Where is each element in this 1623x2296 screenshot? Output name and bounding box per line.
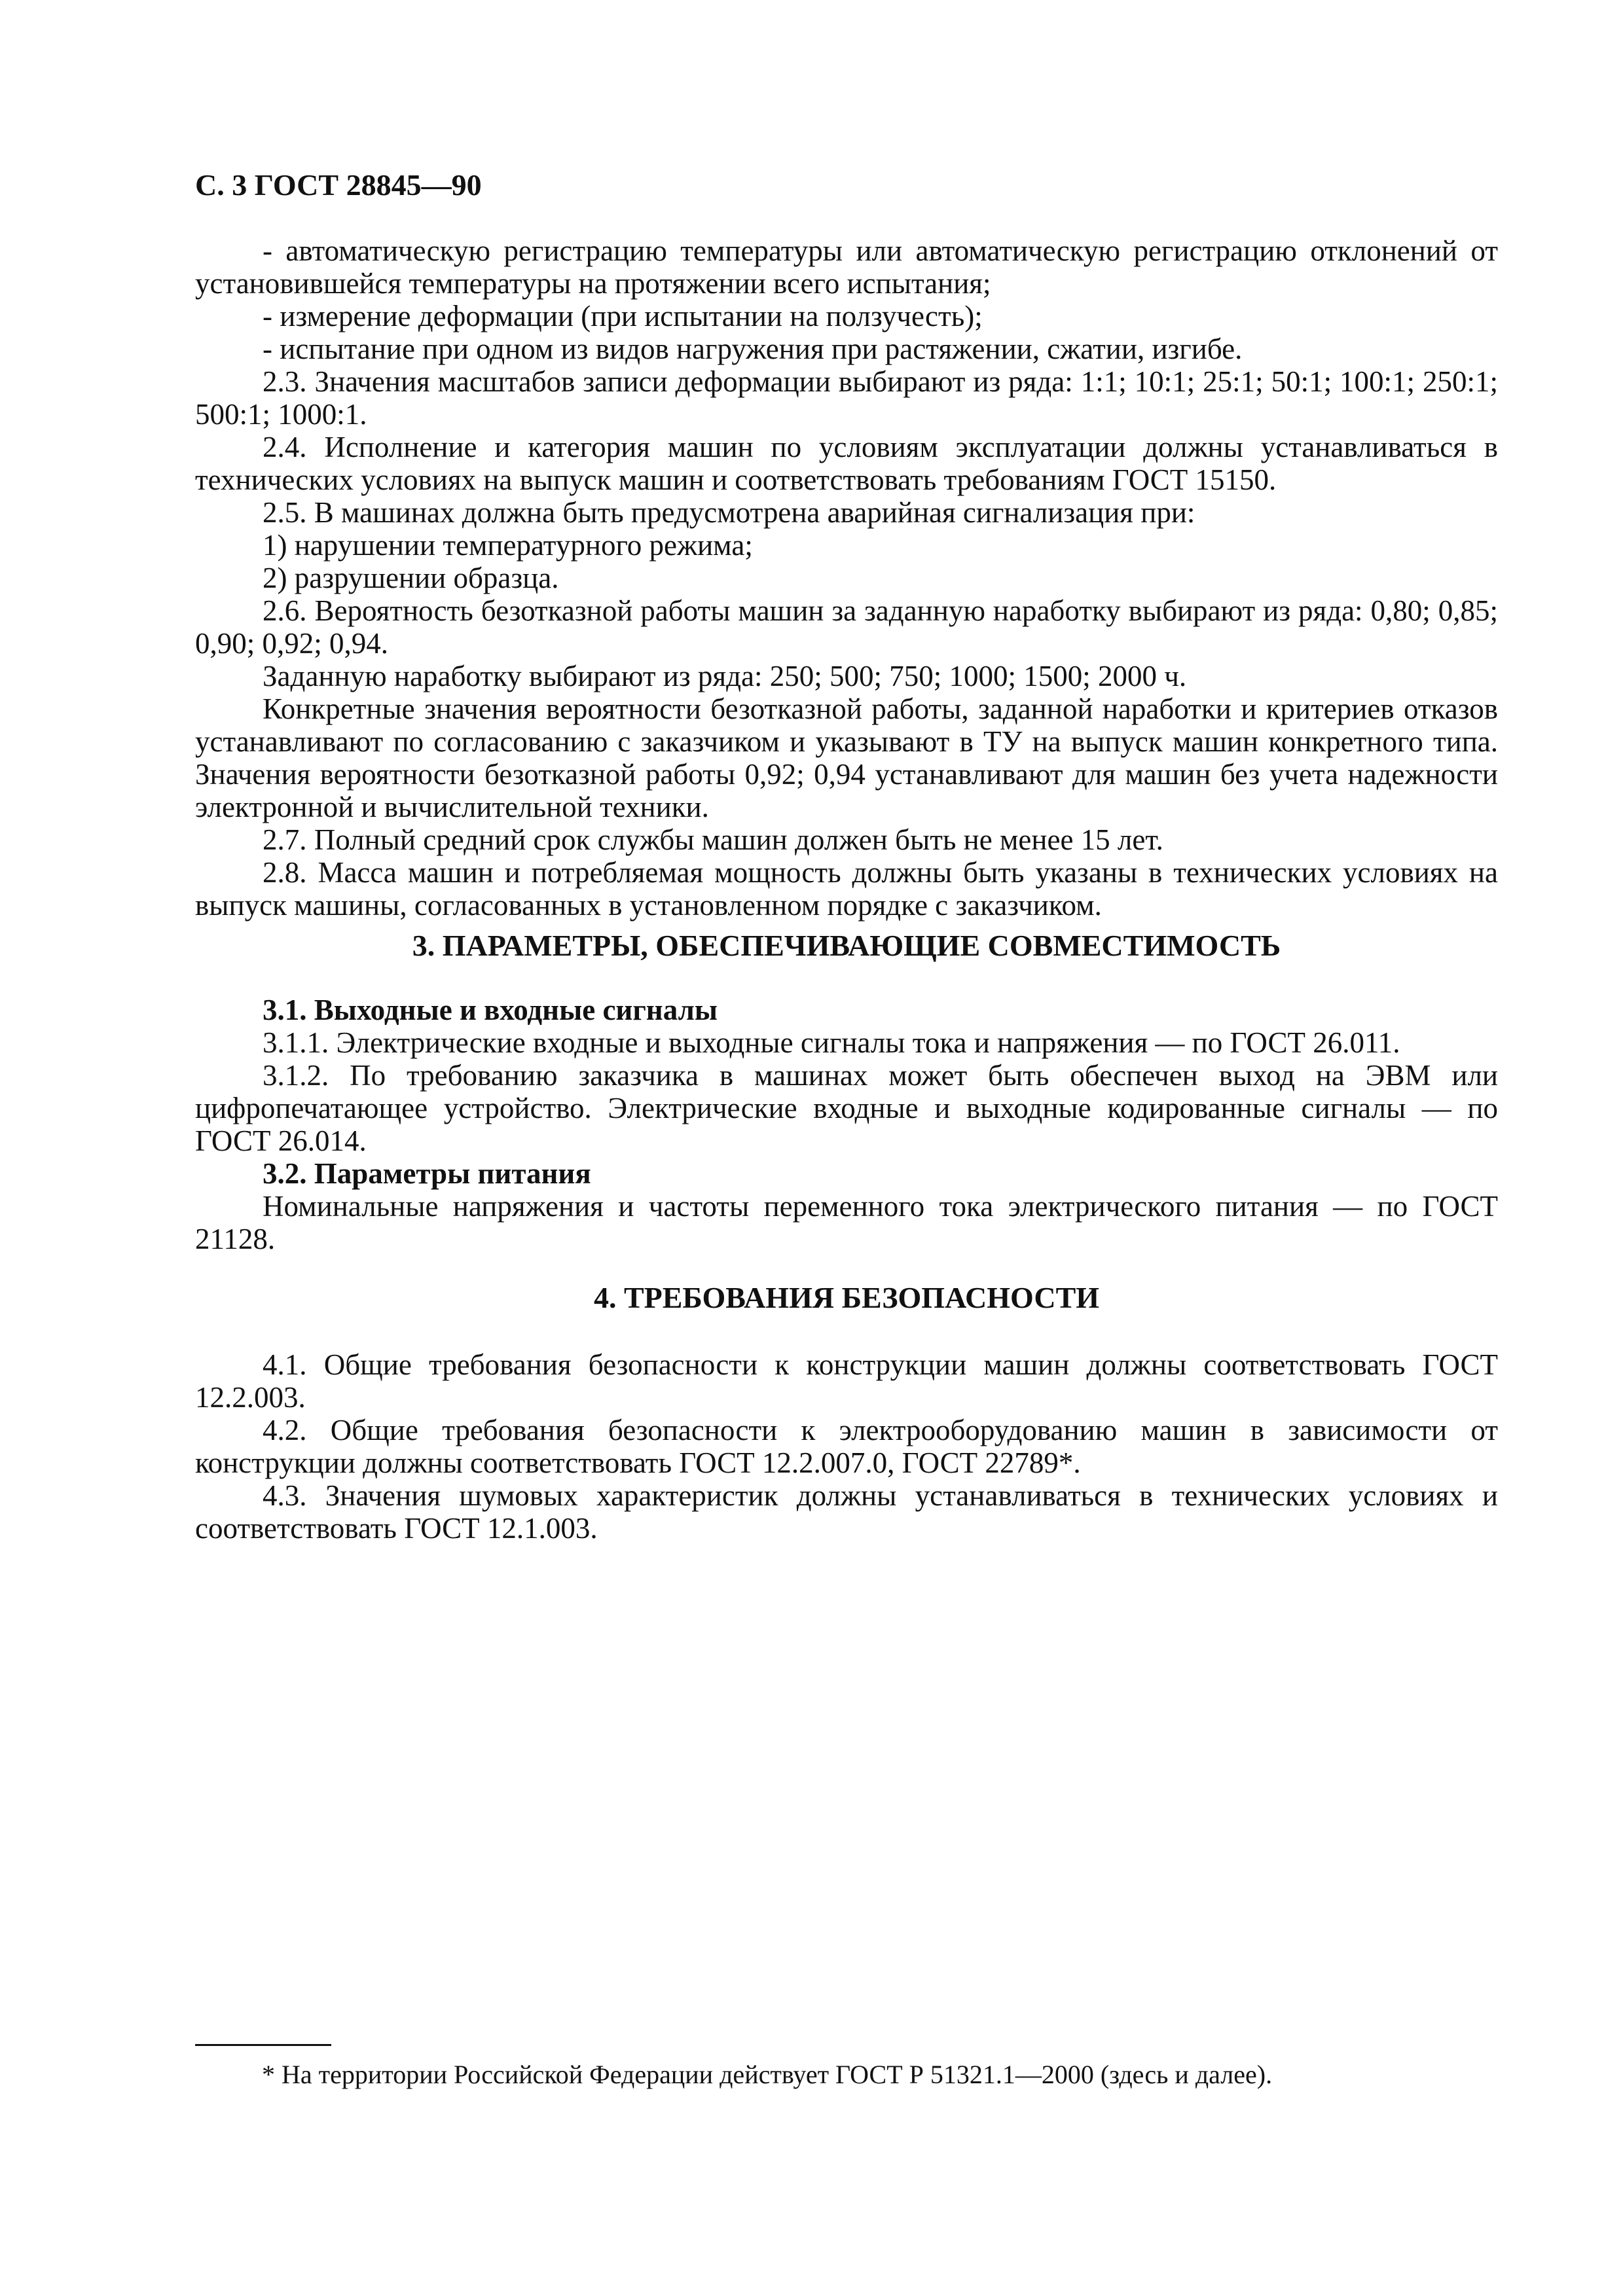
page-header: С. 3 ГОСТ 28845—90 xyxy=(195,168,482,202)
paragraph-2-3: 2.3. Значения масштабов записи деформации выбирают из ряда: 1:1; 10:1; 25:1; 50:1; 100:1; 250:1; 500:1; 1000:1. xyxy=(195,365,1498,431)
footnote: * На территории Российской Федерации действует ГОСТ Р 51321.1—2000 (здесь и далее). xyxy=(262,2060,1273,2089)
section-4-title: 4. ТРЕБОВАНИЯ БЕЗОПАСНОСТИ xyxy=(593,1281,1100,1314)
paragraph: - измерение деформации (при испытании на ползучесть); xyxy=(263,300,983,332)
paragraph: Конкретные значения вероятности безотказной работы, заданной наработки и критериев отказов устанавливают по согласованию с заказчиком и указывают в ТУ на выпуск машин конкретного типа. Значения вероятности безотказной работы 0,92; 0,94 устанавливают для машин без учета надежности электронной и вычислительной техники. xyxy=(195,692,1498,823)
paragraph: Заданную наработку выбирают из ряда: 250; 500; 750; 1000; 1500; 2000 ч. xyxy=(263,660,1187,692)
section-3-title: 3. ПАРАМЕТРЫ, ОБЕСПЕЧИВАЮЩИЕ СОВМЕСТИМОСТЬ xyxy=(412,929,1281,962)
paragraph-4-3: 4.3. Значения шумовых характеристик должны устанавливаться в технических условиях и соответствовать ГОСТ 12.1.003. xyxy=(195,1479,1498,1545)
paragraph-2-7: 2.7. Полный средний срок службы машин должен быть не менее 15 лет. xyxy=(263,823,1163,856)
section-3 xyxy=(195,994,1498,1255)
paragraph-3-1-1: 3.1.1. Электрические входные и выходные сигналы тока и напряжения — по ГОСТ 26.011. xyxy=(263,1026,1400,1059)
section-2-continuation xyxy=(195,234,1498,922)
list-item: 1) нарушении температурного режима; xyxy=(263,529,753,562)
paragraph-2-8: 2.8. Масса машин и потребляемая мощность должны быть указаны в технических условиях на выпуск машины, согласованных в установленном порядке с заказчиком. xyxy=(195,856,1498,922)
list-item: 2) разрушении образца. xyxy=(263,562,559,594)
paragraph-2-4: 2.4. Исполнение и категория машин по условиям эксплуатации должны устанавливаться в технических условиях на выпуск машин и соответствовать требованиям ГОСТ 15150. xyxy=(195,431,1498,496)
subsection-3-2-title: 3.2. Параметры питания xyxy=(263,1157,591,1190)
paragraph-3-2: Номинальные напряжения и частоты переменного тока электрического питания — по ГОСТ 21128. xyxy=(195,1190,1498,1255)
footnote-divider xyxy=(195,2044,331,2046)
paragraph-3-1-2: 3.1.2. По требованию заказчика в машинах может быть обеспечен выход на ЭВМ или цифропечатающее устройство. Электрические входные и выходные кодированные сигналы — по ГОСТ 26.014. xyxy=(195,1059,1498,1157)
paragraph-2-6: 2.6. Вероятность безотказной работы машин за заданную наработку выбирают из ряда: 0,80; 0,85; 0,90; 0,92; 0,94. xyxy=(195,594,1498,660)
paragraph-2-5: 2.5. В машинах должна быть предусмотрена аварийная сигнализация при: xyxy=(263,496,1195,529)
paragraph: - автоматическую регистрацию температуры или автоматическую регистрацию отклонений от установившейся температуры на протяжении всего испытания; xyxy=(195,234,1498,300)
subsection-3-1-title: 3.1. Выходные и входные сигналы xyxy=(263,994,718,1026)
paragraph-4-1: 4.1. Общие требования безопасности к конструкции машин должны соответствовать ГОСТ 12.2.003. xyxy=(195,1348,1498,1414)
section-4 xyxy=(195,1348,1498,1545)
paragraph-4-2: 4.2. Общие требования безопасности к электрооборудованию машин в зависимости от конструкции должны соответствовать ГОСТ 12.2.007.0, ГОСТ 22789*. xyxy=(195,1414,1498,1479)
paragraph: - испытание при одном из видов нагружения при растяжении, сжатии, изгибе. xyxy=(263,332,1243,365)
